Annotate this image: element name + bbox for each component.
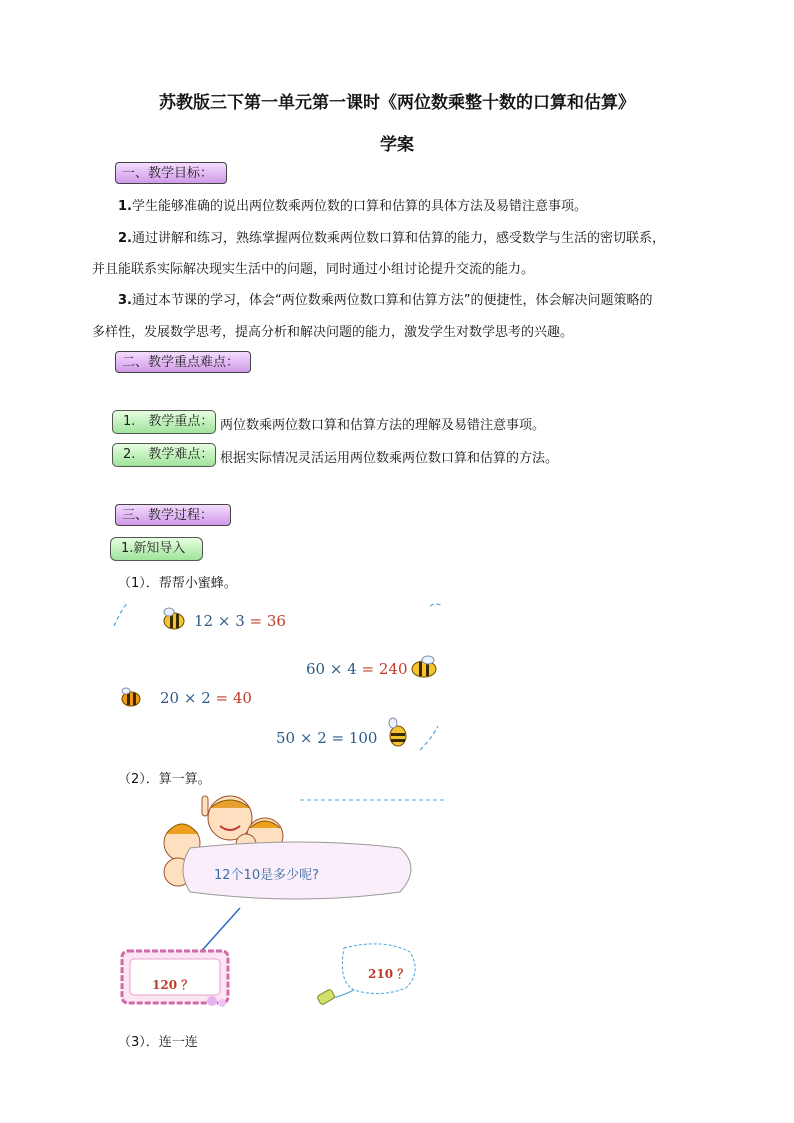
- page-subtitle: 学案: [380, 135, 414, 155]
- objective-1-num: 1.: [118, 199, 132, 214]
- question-3: （3）．连一连: [118, 1035, 198, 1050]
- question-1: （1）．帮帮小蜜蜂。: [118, 576, 237, 591]
- objective-1-text: 学生能够准确的说出两位数乘两位数的口算和估算的具体方法及易错注意事项。: [131, 199, 587, 214]
- equation-2-expr: 60 × 4: [306, 660, 357, 678]
- sub-intro-label: 1.新知导入: [110, 537, 203, 561]
- question-2: （2）．算一算。: [118, 772, 211, 787]
- objective-3-text-a: 通过本节课的学习，体会“两位数乘两位数口算和估算方法”的便捷性，体会解决问题策略的: [131, 293, 653, 308]
- equation-3-expr: 20 × 2: [160, 689, 211, 707]
- equation-1-answer: = 36: [249, 612, 286, 630]
- key-point-text: 两位数乘两位数口算和估算方法的理解及易错注意事项。: [220, 418, 546, 433]
- objective-2: [118, 224, 718, 254]
- page-title: 苏教版三下第一单元第一课时《两位数乘整十数的口算和估算》: [159, 93, 635, 113]
- difficulty-text: 根据实际情况灵活运用两位数乘两位数口算和估算的方法。: [220, 451, 559, 466]
- difficulty-label: 2. 教学难点：: [112, 443, 216, 467]
- objective-3-cont: 多样性，发展数学思考，提高分析和解决问题的能力，激发学生对数学思考的兴趣。: [92, 325, 574, 340]
- section-process-label: 三、教学过程：: [115, 504, 231, 526]
- equation-3-answer: = 40: [215, 689, 252, 707]
- key-point-label: 1. 教学重点：: [112, 410, 216, 434]
- kids-illustration: [160, 788, 450, 918]
- bee-icon: [408, 654, 440, 680]
- objective-2-num: 2.: [118, 231, 132, 246]
- objective-3-num: 3.: [118, 293, 132, 308]
- objective-3: [118, 286, 718, 316]
- section-key-points-label: 二、教学重点难点：: [115, 351, 251, 373]
- section-objectives-label: 一、教学目标：: [115, 162, 227, 184]
- equation-3: [160, 689, 252, 707]
- answer-210: 210 ？: [368, 967, 410, 981]
- answer-120: 120 ？: [152, 978, 194, 992]
- objective-2-text-a: 通过讲解和练习，熟练掌握两位数乘两位数口算和估算的能力，感受数学与生活的密切联系，: [131, 231, 665, 246]
- equation-4-expr: 50 × 2 = 100: [276, 729, 378, 747]
- speech-bubble-text: 12个10是多少呢?: [214, 868, 319, 883]
- equation-1: [194, 612, 286, 630]
- bee-icon: [160, 606, 188, 632]
- equation-2: [306, 660, 408, 678]
- objective-1: [118, 192, 718, 222]
- objective-2-cont: 并且能联系实际解决现实生活中的问题，同时通过小组讨论提升交流的能力。: [92, 262, 535, 277]
- bee-icon: [385, 716, 411, 750]
- bee-icon: [118, 685, 144, 709]
- equation-4: [276, 729, 377, 747]
- equation-2-answer: = 240: [361, 660, 408, 678]
- equation-1-expr: 12 × 3: [194, 612, 245, 630]
